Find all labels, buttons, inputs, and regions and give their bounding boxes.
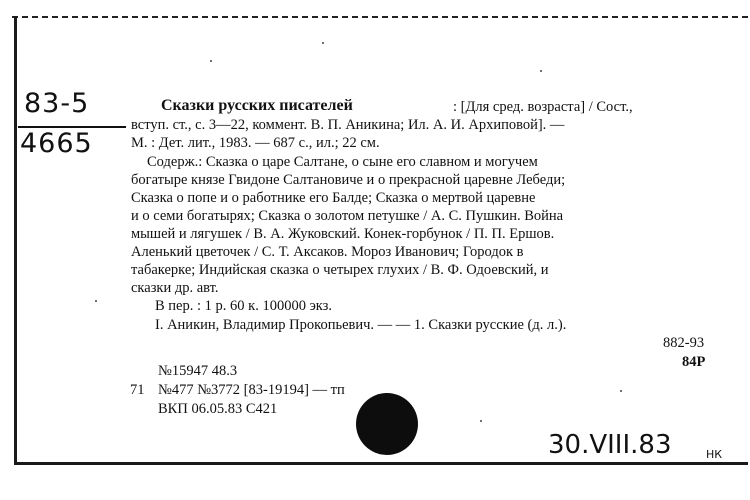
handwritten-date: 30.VIII.83 [548,430,672,460]
scan-speck [620,390,622,392]
card-bottom-edge [14,462,748,465]
contents-line-5: мышей и лягушек / В. А. Жуковский. Конек-горбунок / П. П. Ершов. [131,226,555,242]
record-number: №15947 48.3 [158,363,238,379]
print-numbers: №477 №3772 [83-19194] — тп [158,382,345,398]
scan-speck [95,300,97,302]
call-number-top: 83-5 [24,88,90,119]
price-line: В пер. : 1 р. 60 к. 100000 экз. [155,298,332,314]
card-code: 71 [130,382,145,398]
contents-line-3: Сказка о попе и о работнике его Балде; Сказка о мертвой царевне [131,190,536,206]
contents-line-2: богатыре князе Гвидоне Салтановиче и о прекрасной царевне Лебеди; [131,172,566,188]
title-statement: : [Для сред. возраста] / Сост., [453,99,633,115]
udc-number: 882-93 [663,335,705,351]
scan-speck [322,42,324,44]
handwritten-initials: НК [706,448,723,461]
contents-line-4: и о семи богатырях; Сказка о золотом петушке / А. С. Пушкин. Война [131,208,564,224]
ink-blot [356,393,418,455]
contents-line-8: сказки др. авт. [131,280,219,296]
vkp-date: ВКП 06.05.83 С421 [158,401,278,417]
card-left-edge [14,16,17,464]
card-top-edge [12,16,748,18]
contents-line-1: Содерж.: Сказка о царе Салтане, о сыне его славном и могучем [147,154,538,170]
book-title: Сказки русских писателей [161,97,353,114]
tracing-line: I. Аникин, Владимир Прокопьевич. — — 1. Сказки русские (д. л.). [155,317,567,333]
contents-line-6: Аленький цветочек / С. Т. Аксаков. Мороз Иванович; Городок в [131,244,524,260]
call-number-bottom: 4665 [20,128,93,159]
contents-line-7: табакерке; Индийская сказка о четырех глухих / В. Ф. Одоевский, и [131,262,549,278]
scan-speck [210,60,212,62]
imprint-line: М. : Дет. лит., 1983. — 687 с., ил.; 22 см. [131,135,380,151]
scan-speck [540,70,542,72]
scan-speck [480,420,482,422]
bbk-number: 84Р [682,354,706,370]
responsibility-line: вступ. ст., с. 3—22, коммент. В. П. Аникина; Ил. А. И. Архиповой]. — [131,117,565,133]
